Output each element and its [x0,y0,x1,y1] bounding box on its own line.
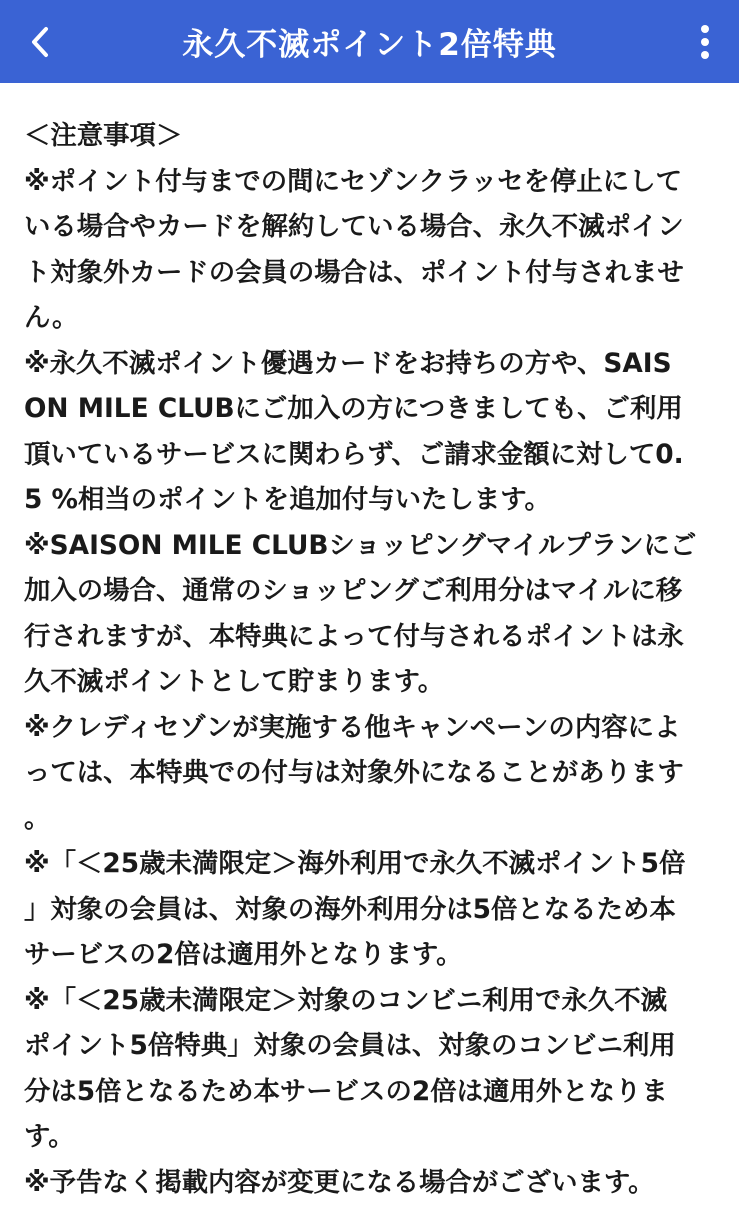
notes-line: 行されますが、本特典によって付与されるポイントは永 [24,614,719,660]
notes-line: 。 [24,796,719,842]
notes-line: サービスの2倍は適用外となります。 [24,932,719,978]
notes-line: ※SAISON MILE CLUBショッピングマイルプランにご [24,523,719,569]
more-menu-button[interactable] [685,20,725,64]
notes-line: 5 %相当のポイントを追加付与いたします。 [24,477,719,523]
page-title: 永久不滅ポイント2倍特典 [182,19,557,64]
notes-line: す。 [24,1114,719,1160]
notes-line: ※ポイント付与までの間にセゾンクラッセを停止にして [24,159,719,205]
notes-line: 分は5倍となるため本サービスの2倍は適用外となりま [24,1069,719,1115]
notes-line: ※永久不滅ポイント優遇カードをお持ちの方や、SAIS [24,341,719,387]
notes-line: 加入の場合、通常のショッピングご利用分はマイルに移 [24,568,719,614]
notes-line: 頂いているサービスに関わらず、ご請求金額に対して0. [24,432,719,478]
notes-line: ポイント5倍特典」対象の会員は、対象のコンビニ利用 [24,1023,719,1069]
notes-line: ※クレディセゾンが実施する他キャンペーンの内容によ [24,705,719,751]
notes-line: ON MILE CLUBにご加入の方につきましても、ご利用 [24,386,719,432]
notes-section [24,113,719,1205]
notes-line: ※「＜25歳未満限定＞海外利用で永久不滅ポイント5倍 [24,841,719,887]
notes-line: 」対象の会員は、対象の海外利用分は5倍となるため本 [24,887,719,933]
notes-line: いる場合やカードを解約している場合、永久不滅ポイン [24,204,719,250]
notes-line: ＜注意事項＞ [24,113,719,159]
notes-line: っては、本特典での付与は対象外になることがあります [24,750,719,796]
notes-line: ト対象外カードの会員の場合は、ポイント付与されませ [24,250,719,296]
chevron-left-icon [28,25,52,59]
back-button[interactable] [18,20,62,64]
more-vertical-icon [700,24,710,60]
notes-line: ん。 [24,295,719,341]
notes-line: 久不滅ポイントとして貯まります。 [24,659,719,705]
notes-line: ※「＜25歳未満限定＞対象のコンビニ利用で永久不滅 [24,978,719,1024]
app-header [0,0,739,83]
notes-line: ※予告なく掲載内容が変更になる場合がございます。 [24,1160,719,1205]
